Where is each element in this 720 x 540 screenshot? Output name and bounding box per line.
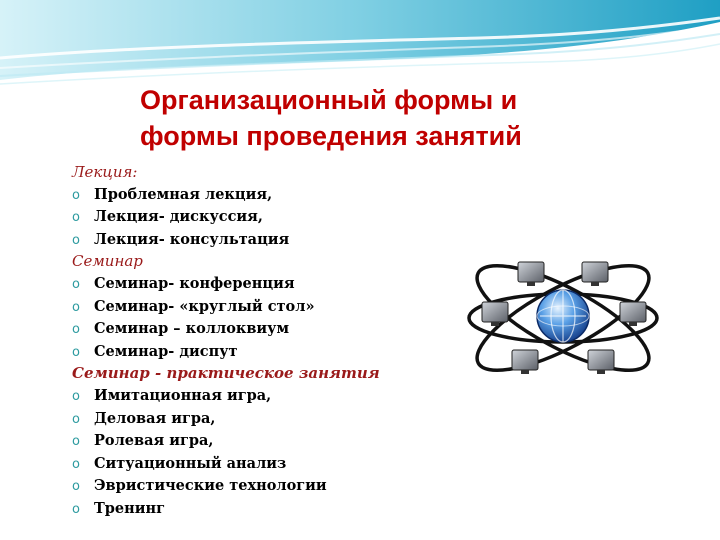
- list-item-text: Семинар- «круглый стол»: [94, 297, 315, 315]
- list-item-text: Ролевая игра,: [94, 432, 214, 450]
- list-item-text: Семинар- диспут: [94, 342, 238, 360]
- bullet-icon: o: [72, 388, 80, 404]
- bullet-icon: o: [72, 187, 80, 203]
- content-list: [72, 162, 462, 521]
- list-item: [72, 475, 462, 498]
- bullet-icon: o: [72, 299, 80, 315]
- bullet-icon: o: [72, 344, 80, 360]
- bullet-icon: o: [72, 501, 80, 517]
- slide-title: [140, 82, 620, 154]
- bullet-icon: o: [72, 434, 80, 450]
- list-item: [72, 430, 462, 453]
- list-item: [72, 341, 462, 364]
- list-item: [72, 385, 462, 408]
- title-line-1: Организационный формы и: [140, 85, 518, 115]
- list-item: [72, 229, 462, 252]
- section-heading-practical: Семинар - практическое занятия: [72, 364, 380, 383]
- decorative-wave-banner: [0, 0, 720, 90]
- list-item: [72, 273, 462, 296]
- list-item-text: Семинар- конференция: [94, 274, 295, 292]
- bullet-icon: o: [72, 322, 80, 338]
- list-item: [72, 296, 462, 319]
- list-item: [72, 206, 462, 229]
- list-item-text: Ситуационный анализ: [94, 454, 287, 472]
- bullet-icon: o: [72, 479, 80, 495]
- list-item: [72, 318, 462, 341]
- bullet-icon: o: [72, 210, 80, 226]
- section-heading-lecture: Лекция:: [72, 163, 138, 181]
- list-item-text: Проблемная лекция,: [94, 185, 273, 203]
- list-item-text: Лекция- консультация: [94, 230, 290, 248]
- bullet-icon: o: [72, 456, 80, 472]
- list-item: [72, 453, 462, 476]
- list-item-text: Имитационная игра,: [94, 386, 272, 404]
- list-item-text: Лекция- дискуссия,: [94, 208, 263, 226]
- list-item-text: Деловая игра,: [94, 409, 216, 427]
- list-item-text: Эвристические технологии: [94, 477, 327, 495]
- bullet-icon: o: [72, 232, 80, 248]
- title-line-2: формы проведения занятий: [140, 121, 522, 151]
- computer-network-globe-icon: [460, 228, 666, 412]
- bullet-icon: o: [72, 276, 80, 292]
- list-item-text: Семинар – коллоквиум: [94, 320, 290, 338]
- bullet-icon: o: [72, 411, 80, 427]
- list-item: [72, 408, 462, 431]
- section-heading-seminar: Семинар: [72, 252, 143, 271]
- list-item: [72, 498, 462, 521]
- list-item-text: Тренинг: [94, 499, 166, 517]
- list-item: [72, 184, 462, 207]
